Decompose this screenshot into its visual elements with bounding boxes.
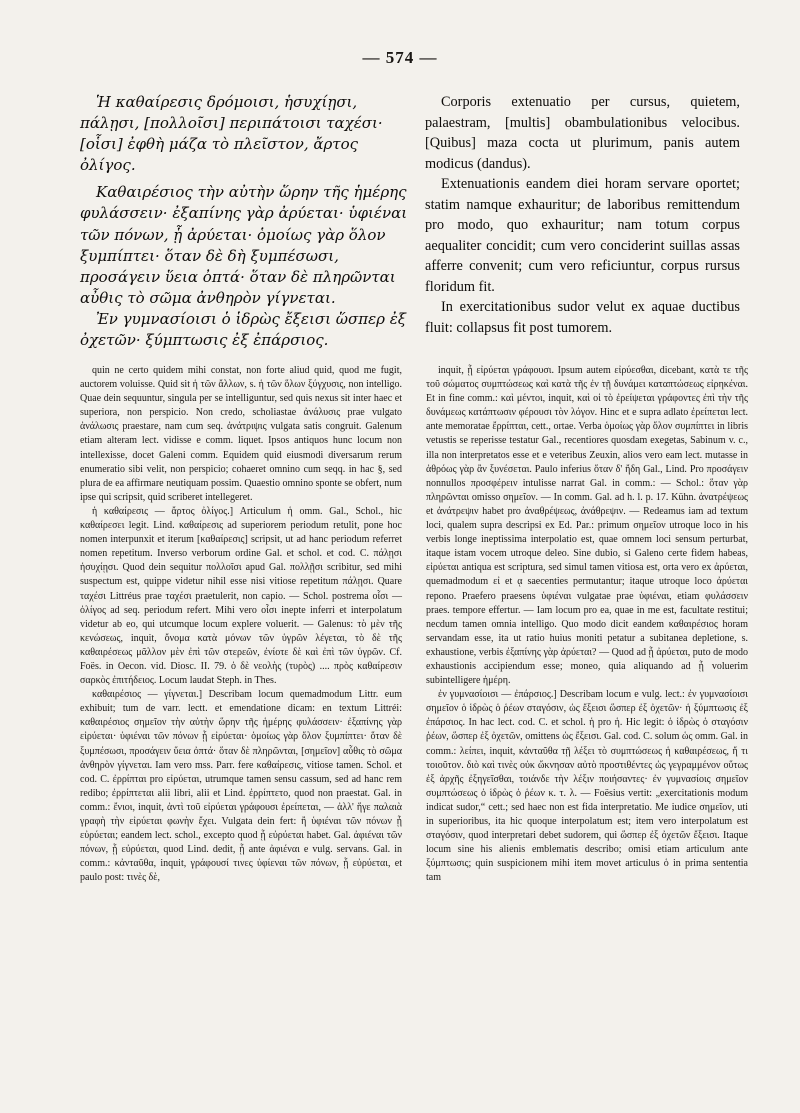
latin-paragraph: In exercitationibus sudor velut ex aquae ductibus fluit: collapsus fit post tumorem. <box>425 299 740 336</box>
latin-paragraph: Extenuationis eandem diei horam servare oportet; statim namque exhauritur; de laboribus remittendum pro modo, quo exhauritur; nam totum corpus aequaliter concidit; cum vero conciderint suillas assas afferre convenit; cum vero reficiuntur, corpus rursus floridum fit. <box>425 176 740 295</box>
note-paragraph: ἐν γυμνασίοισι — ἐπάρσιος.] Describam locum e vulg. lect.: ἐν γυμνασίοισι σημεῖον ὁ ἱδρὼς ὁ ῥέων σταγόσιν, ὡς ἔξεισι ὥσπερ ἐξ ὀχετῶν· ἡ ξύμπτωσις ἐξ ἐπάρσιος. In hac lect. cod. C. et schol. ἡ pro ἡ. Hic legit: ὁ ἱδρὼς ὁ σταγόσιν ῥέων, ὥσπερ ἐξ ὀχετῶν, omittens ὡς ἔξεισι. Gal. cod. C. solum ὡς omm. Gal. in comm.: λείπει, inquit, κἀνταῦθα τῇ λέξει τὸ συμπτώσεως ἡ καθαιρέσεως, ἤ τι τοιοῦτον. διὸ καὶ τινὲς οὐκ ὤκνησαν αὐτὸ προστιθέντες ὡς γεγραμμένον οὕτως ἐξ ἀρχῆς ἐξηγεῖσθαι, τοιάνδε τὴν λέξιν ποιήσαντες· ἐν γυμνασίοις σημεῖον συμπτώσεως ὁ ἱδρὼς ὁ ῥέων κ. τ. λ. — Foësius vertit: „exercitationis modum indicat sudor,“ cett.; sed haec non est fida interpretatio. Me iudice σημεῖον, uti in superioribus, ita hic quoque interpolatum est; item vero interpolatum est σταγόσιν, quod interpretari debet sudorem, qui ὥσπερ ἐξ ὀχετῶν ἔξεισι. Itaque locum sine his alienis emblematis describo; omisi etiam articulum ante ξύμπτωσις; quin suspicionem mihi item movet articulus ὁ in prima sententia tam <box>426 689 748 884</box>
latin-column <box>425 92 740 338</box>
greek-paragraph: Καθαιρέσιος τὴν αὐτὴν ὥρην τῆς ἡμέρης φυλάσσειν· ἐξαπίνης γὰρ ἀρύεται· ὑφιέναι τῶν πόνων, ᾗ ἀρύεται· ὁμοίως γὰρ ὅλον ξυμπίπτει· ὅταν δὲ δὴ ξυμπέσωσι, προσάγειν ὕεια ὀπτά· ὅταν δὲ πληρῶνται αὖθις τὸ σῶμα ἀνθηρὸν γίγνεται. <box>80 183 408 307</box>
note-paragraph: καθαιρέσιος — γίγνεται.] Describam locum quemadmodum Littr. eum exhibuit; tum de varr. lectt. et emendatione dicam: en textum Littréi: καθαιρέσιος σημεῖον τὴν αὐτὴν ὥρην τῆς ἡμέρης φυλάσσειν· ἐξαπίνης γὰρ εἰρύεται· ὑφιέναι τῶν πόνων ᾗ εἰρύεται· ὁμοίως γὰρ ὅλον ξυμπίπτει· ὅταν δὲ ξυμπέσωσι, προσάγειν ὕεια ὀπτά· ὅταν δὲ πληρῶνται, [σημεῖον] αὖθις τὸ σῶμα ἀνθηρὸν γίγνεται. Iam vero mss. Parr. fere καθαίρεσις, vitiose tamen. Schol. et cod. C. ἐρρίπται pro εἰρύεται, utrumque tamen sensu cassum, sed ad hanc rem redibo; ἐρρίπτεται alii libri, alii et Lind. ἐρρίπτετο, quod non praestat. Gal. in comm.: ἔνιοι, inquit, ἀντὶ τοῦ εἰρύεται γράφουσι ἐρείπεται, — ἀλλ' ἥγε παλαιὰ γραφὴ τὴν εἰρύεται φωνὴν ἔχει. Vulgata dein fert: ἢ ὑφιέναι τῶν πόνων ᾗ εὐρύεται; eandem lect. schol., excepto quod ᾗ εὐρύεται habet. Gal. ἀφιέναι τῶν πόνων, ᾗ εὐρύεται, quod Lind. dedit, ᾗ ante ἀφιέναι e vulg. servans. Gal. in comm.: κἀνταῦθα, inquit, γράφουσί τινες ὑφίεναι τῶν πόνων, ᾗ εὐρύεται, et paulo post: τινὲς δὲ, <box>80 689 402 884</box>
page-number: — 574 — <box>362 48 438 67</box>
note-paragraph: quin ne certo quidem mihi constat, non forte aliud quid, quod me fugit, auctorem voluisse. Quid sit ἡ τῶν ἄλλων, s. ἡ τῶν ὅλων ξύγχυσις, non intelligo. Quae dein sequuntur, singula per se intelliguntur, sed quis nexus sit inter haec et superiora, non perspicio. Non credo, scholiastae ἀνάλυσις prae vulgato ἀνάλωσις praestare, nam cum seq. ἀνάτριψις vulgata satis congruit. Galenum etiam alteram lect. vidisse e comm. liquet. Ipsos antiquos hunc locum non intellexisse, docet Galeni comm. Equidem quid eiusmodi diversarum rerum enumeratio sibi velit, non perspicio; cohaeret omnino cum seqq. in hac §, sed plura de ea affirmare neutiquam possim. Quaestio omnino sponte se obfert, num ipse qui scripsit, quid scriberet intellegeret. <box>80 365 402 503</box>
greek-column <box>80 92 408 351</box>
latin-paragraph: Corporis extenuatio per cursus, quietem, palaestram, [multis] obambulationibus velocibus. [Quibus] maza cocta ut plurimum, panis autem modicus (dandus). <box>425 94 740 172</box>
main-text <box>80 92 740 354</box>
greek-paragraph: Ἐν γυμνασίοισι ὁ ἱδρὼς ἔξεισι ὥσπερ ἐξ ὀχετῶν· ξύμπτωσις ἐξ ἐπάρσιος. <box>80 309 407 350</box>
notes-right-column <box>426 364 748 885</box>
notes-left-column <box>80 364 402 885</box>
note-paragraph: ἡ καθαίρεσις — ἄρτος ὀλίγος.] Articulum ἡ omm. Gal., Schol., hic καθαίρεσει legit. Lind. καθαίρεσις ad superiorem periodum retulit, pone hoc nomen interpunxit et iterum [καθαίρεσις] scripsit, ut ad hanc periodum referret nomen repetitum. Inverso verborum ordine Gal. et schol. et cod. C. πάλῃσι ἡσυχίῃσι. Quod dein sequitur πολλοῖσι apud Gal. πολλῇσι scribitur, sed mihi suspectum est, quippe videtur nihil esse nisi vitiose repetitum πάλῃσι. Quare ταχέσι Littréus prae ταχέσι praetulerit, non capio. — Schol. postrema οἷσι — ὀλίγος ad seq. periodum refert. Mihi vero οἷσι inepte inferri et interpolatum videtur ab eo, qui utcumque locum explere voluerit. — Galenus: τὸ μὲν τῆς κενώσεως, inquit, ὄνομα κατὰ μόνων τῶν ὑγρῶν λέγεται, τὸ δὲ τῆς καθαιρέσεως μᾶλλον μὲν ἐπὶ τῶν στερεῶν, ἐνίοτε δὲ καὶ ἐπὶ τῶν ὑγρῶν. Cf. Foës. in Oecon. vid. Diosc. II. 79. ὁ δὲ νεολὴς (τυρὸς) .... πρὸς καθαίρεσιν σαρκὸς ἐπιτήδειος. Locum laudat Steph. in Thes. <box>80 505 402 687</box>
note-paragraph: inquit, ᾗ εἰρύεται γράφουσι. Ipsum autem εἰρύεσθαι, dicebant, κατὰ τε τῆς τοῦ σώματος συμπτώσεως καὶ κατὰ τῆς ἐν τῇ δυνάμει καταπτώσεως εἰρηκέναι. Et in fine comm.: καὶ μέντοι, inquit, καὶ οἱ τὸ ἐρείψεται γράφοντες ἐπὶ τὴν τῆς δυνάμεως κατάπτωσιν φέρουσι τὸν λόγον. Hinc et e supra adlato ἐρείπεται lect. ante memoratae ἔρρίπται, cett., ortae. Verba ὁμοίως γὰρ ὅλον συμπίπτει in libris vetustis se reperisse testatur Gal., recentiores quosdam exegetas, Sabinum v. c., illa non interpretatos esse et e veteribus Zeuxin, alios vero eam lect. mutasse in ἀθρόως γὰρ ἂν ξυνέσεται. Paulo inferius ὅταν δ' ἤδη Gal., Lind. Pro προσάγειν nonnullos προσφέρειν intulisse narrat Gal. in comm.: — Schol.: ὅταν γὰρ πληρῶνται omisso σημεῖον. — In comm. Gal. ad h. l. p. 17. Kühn. ἀνατρέψεως et ἀνάτρεψιν habet pro ἀναθρέψεως, ἀνάθρεψιν. — Redeamus iam ad textum loci, qualem supra descripsi ex Ed. Par.: primum σημεῖον utroque loco in his verbis longe ineptissima interpolatio est, quae omnem loci sensum perturbat, itaque istam vocem utroque deleo. Sine dubio, si Galeno certe fidem habeas, εἰρύεται antiqua est scriptura, sed simul tamen vitiosa est, orta vero ex ἀρύεται, quemadmodum εἰ et ᾳ saecenties permutantur; itaque utroque loco ἀρύεται repono. Praefero praesens ὑφιέναι vulgatae prae ὑφιέναι, etiam φυλάσσειν praes. tempore effertur. — Iam locum pro ea, quae in me est, facultate restitui; necdum tamen omnia intelligo. Quo modo dicit eandem καθαιρέσιος horam servandam esse, ita ut ratio huius moniti petatur a subitanea depletione, s. exhaustione, verbis ἐξαπίνης γὰρ ἀρύεται? — Quod ad ᾗ ἀρύεται, puto de modo exhaustionis accipiendum esse; moneo, quia aliquando ad ᾗ voluerim subintelligere ἡμέρη. <box>426 365 748 687</box>
commentary <box>80 364 750 1104</box>
greek-paragraph: Ἡ καθαίρεσις δρόμοισι, ἡσυχίῃσι, πάλῃσι, [πολλοῖσι] περιπάτοισι ταχέσι· [οἷσι] ἐφθὴ μάζα τὸ πλεῖστον, ἄρτος ὀλίγος. <box>80 93 383 175</box>
